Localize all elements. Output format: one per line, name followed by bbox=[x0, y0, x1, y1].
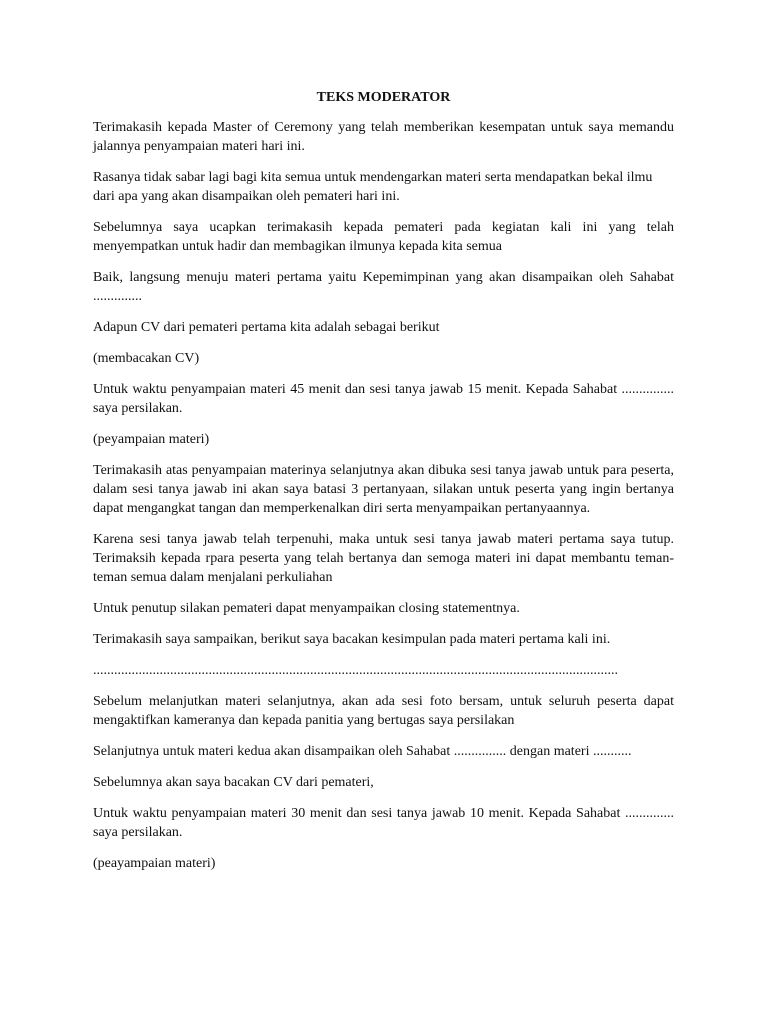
paragraph-cv-intro: Adapun CV dari pemateri pertama kita adalah sebagai berikut bbox=[93, 320, 440, 335]
paragraph-dotted-line: ...................................................................................................................................................... bbox=[93, 663, 618, 678]
paragraph-time-second: Untuk waktu penyampaian materi 30 menit dan sesi tanya jawab 10 menit. Kepada Sahabat .............. saya persilakan. bbox=[93, 806, 674, 840]
paragraph-qa-close: Karena sesi tanya jawab telah terpenuhi, maka untuk sesi tanya jawab materi pertama saya tutup. Terimaksih kepada rpara peserta yang telah bertanya dan semoga materi ini dapat membantu teman-teman semua dalam menjalani perkuliahan bbox=[93, 532, 674, 585]
paragraph-eager: Rasanya tidak sabar lagi bagi kita semua untuk mendengarkan materi serta mendapatkan bekal ilmu dari apa yang akan disampaikan oleh pemateri hari ini. bbox=[93, 170, 653, 204]
document-title: TEKS MODERATOR bbox=[316, 90, 451, 105]
paragraph-second-material: Selanjutnya untuk materi kedua akan disampaikan oleh Sahabat ............... dengan materi ........... bbox=[93, 744, 632, 759]
paragraph-read-cv-second: Sebelumnya akan saya bacakan CV dari pemateri, bbox=[93, 775, 374, 790]
paragraph-time-first: Untuk waktu penyampaian materi 45 menit dan sesi tanya jawab 15 menit. Kepada Sahabat ............... saya persilakan. bbox=[93, 382, 674, 416]
paragraph-delivery-first: (peyampaian materi) bbox=[93, 432, 210, 447]
paragraph-thanks-mc: Terimakasih kepada Master of Ceremony yang telah memberikan kesempatan untuk saya memandu jalannya penyampaian materi hari ini. bbox=[93, 120, 674, 154]
paragraph-read-cv: (membacakan CV) bbox=[93, 351, 200, 366]
paragraph-first-material: Baik, langsung menuju materi pertama yaitu Kepemimpinan yang akan disampaikan oleh Sahabat .............. bbox=[93, 270, 674, 304]
paragraph-closing-statement: Untuk penutup silakan pemateri dapat menyampaikan closing statementnya. bbox=[93, 601, 520, 616]
paragraph-qa-open: Terimakasih atas penyampaian materinya selanjutnya akan dibuka sesi tanya jawab untuk para peserta, dalam sesi tanya jawab ini akan saya batasi 3 pertanyaan, silakan untuk peserta yang ingin bertanya dapat mengangkat tangan dan memperkenalkan diri serta menyampaikan pertanyaannya. bbox=[93, 463, 674, 516]
paragraph-conclusion: Terimakasih saya sampaikan, berikut saya bacakan kesimpulan pada materi pertama kali ini. bbox=[93, 632, 611, 647]
paragraph-delivery-second: (peayampaian materi) bbox=[93, 856, 216, 871]
paragraph-photo-session: Sebelum melanjutkan materi selanjutnya, akan ada sesi foto bersam, untuk seluruh peserta dapat mengaktifkan kameranya dan kepada panitia yang bertugas saya persilakan bbox=[93, 694, 674, 728]
paragraph-thanks-speaker: Sebelumnya saya ucapkan terimakasih kepada pemateri pada kegiatan kali ini yang telah menyempatkan untuk hadir dan membagikan ilmunya kepada kita semua bbox=[93, 220, 674, 254]
